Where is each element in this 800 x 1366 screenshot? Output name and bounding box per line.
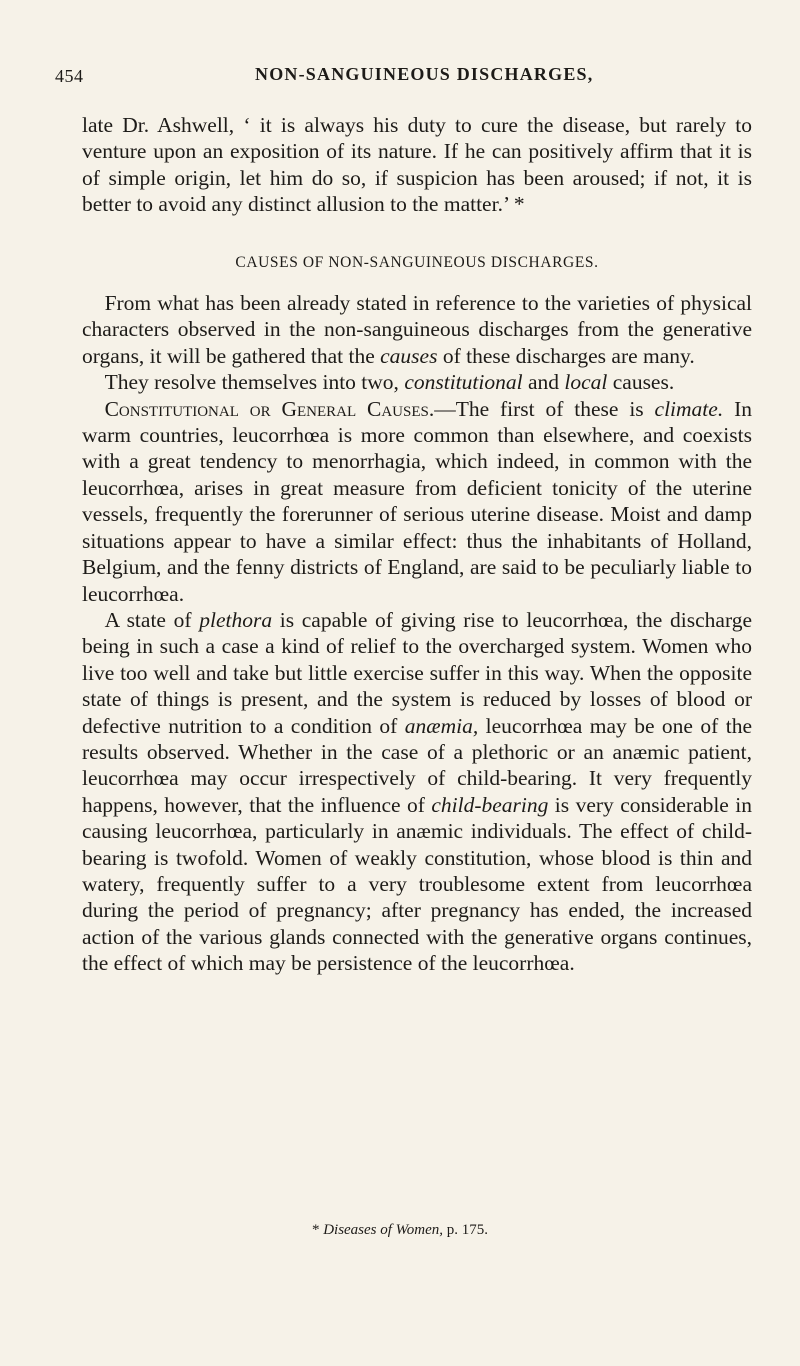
text-run: is very considerable in causing leucorrhœa, particularly in anæmic individuals. The effect of child-bearing is twofold. Women of weakly constitution, whose blood is thin and watery, frequently suffer to a very troublesome extent from leucorrhœa during the period of pregnancy; after pregnancy has ended, the increased action of the various glands connected with the generative organs continues, the effect of which may be persistence of the leucorrhœa. <box>82 792 752 976</box>
text-run: leucorrhœa may be one of the results observed. Whether in the case of a plethoric or an anæmic patient, leucorrhœa may occur irrespectively of child-bearing. It very frequently happens, however, that the influence of <box>82 713 752 817</box>
emphasis-anaemia: anæmia, <box>404 713 479 738</box>
body-text <box>82 112 752 977</box>
text-run: is capable of giving rise to leucorrhœa, the discharge being in such a case a kind of relief to the overcharged system. Women who live too well and take but little exercise suffer in this way. When the opposite state of things is present, and the system is reduced by losses of blood or defective nutrition to a condition of <box>82 607 753 738</box>
emphasis-causes: causes <box>380 343 438 368</box>
page-number: 454 <box>55 66 84 86</box>
paragraph-constitutional-causes <box>82 396 752 607</box>
footnote-marker: * <box>311 1222 324 1238</box>
emphasis-climate: climate. <box>654 396 724 421</box>
emphasis-child-bearing: child-bearing <box>431 792 549 817</box>
text-run: of these discharges are many. <box>437 343 695 368</box>
footnote-title: Diseases of Women, <box>323 1222 444 1238</box>
text-run: —The first of these is <box>434 396 655 421</box>
emphasis-constitutional: constitutional <box>404 370 523 395</box>
text-run: From what has been already stated in reference to the varieties of physical characters observed in the non-sanguineous discharges from the generative organs, it will be gathered that the <box>82 291 752 368</box>
paragraph-plethora <box>82 607 752 977</box>
text-run: and <box>522 370 565 395</box>
text-run: causes. <box>607 370 675 395</box>
paragraph-intro: late Dr. Ashwell, ‘ it is always his duty to cure the disease, but rarely to venture upon an exposition of its nature. If he can positively affirm that it is of simple origin, let him do so, if suspicion has been aroused; if not, it is better to avoid any distinct allusion to the matter.’ * <box>82 113 752 217</box>
paragraph-causes <box>82 290 752 369</box>
footnote-reference: p. 175. <box>443 1222 489 1238</box>
text-run: They resolve themselves into two, <box>104 370 405 395</box>
paragraph-resolve <box>82 369 752 395</box>
running-head: NON-SANGUINEOUS DISCHARGES, <box>255 64 594 84</box>
emphasis-plethora: plethora <box>199 607 273 632</box>
footnote <box>0 1222 800 1239</box>
section-heading: CAUSES OF NON-SANGUINEOUS DISCHARGES. <box>235 253 599 271</box>
emphasis-local: local <box>564 370 608 395</box>
subsection-label: Constitutional or General Causes. <box>104 396 435 421</box>
text-run: A state of <box>104 607 200 632</box>
text-run: In warm countries, leucorrhœa is more common than elsewhere, and coexists with a great tendency to menorrhagia, which indeed, in common with the leucorrhœa, arises in great measure from deficient tonicity of the uterine vessels, frequently the forerunner of serious uterine disease. Moist and damp situations appear to have a similar effect: thus the inhabitants of Holland, Belgium, and the fenny districts of England, are said to be peculiarly liable to leucorrhœa. <box>82 396 752 606</box>
